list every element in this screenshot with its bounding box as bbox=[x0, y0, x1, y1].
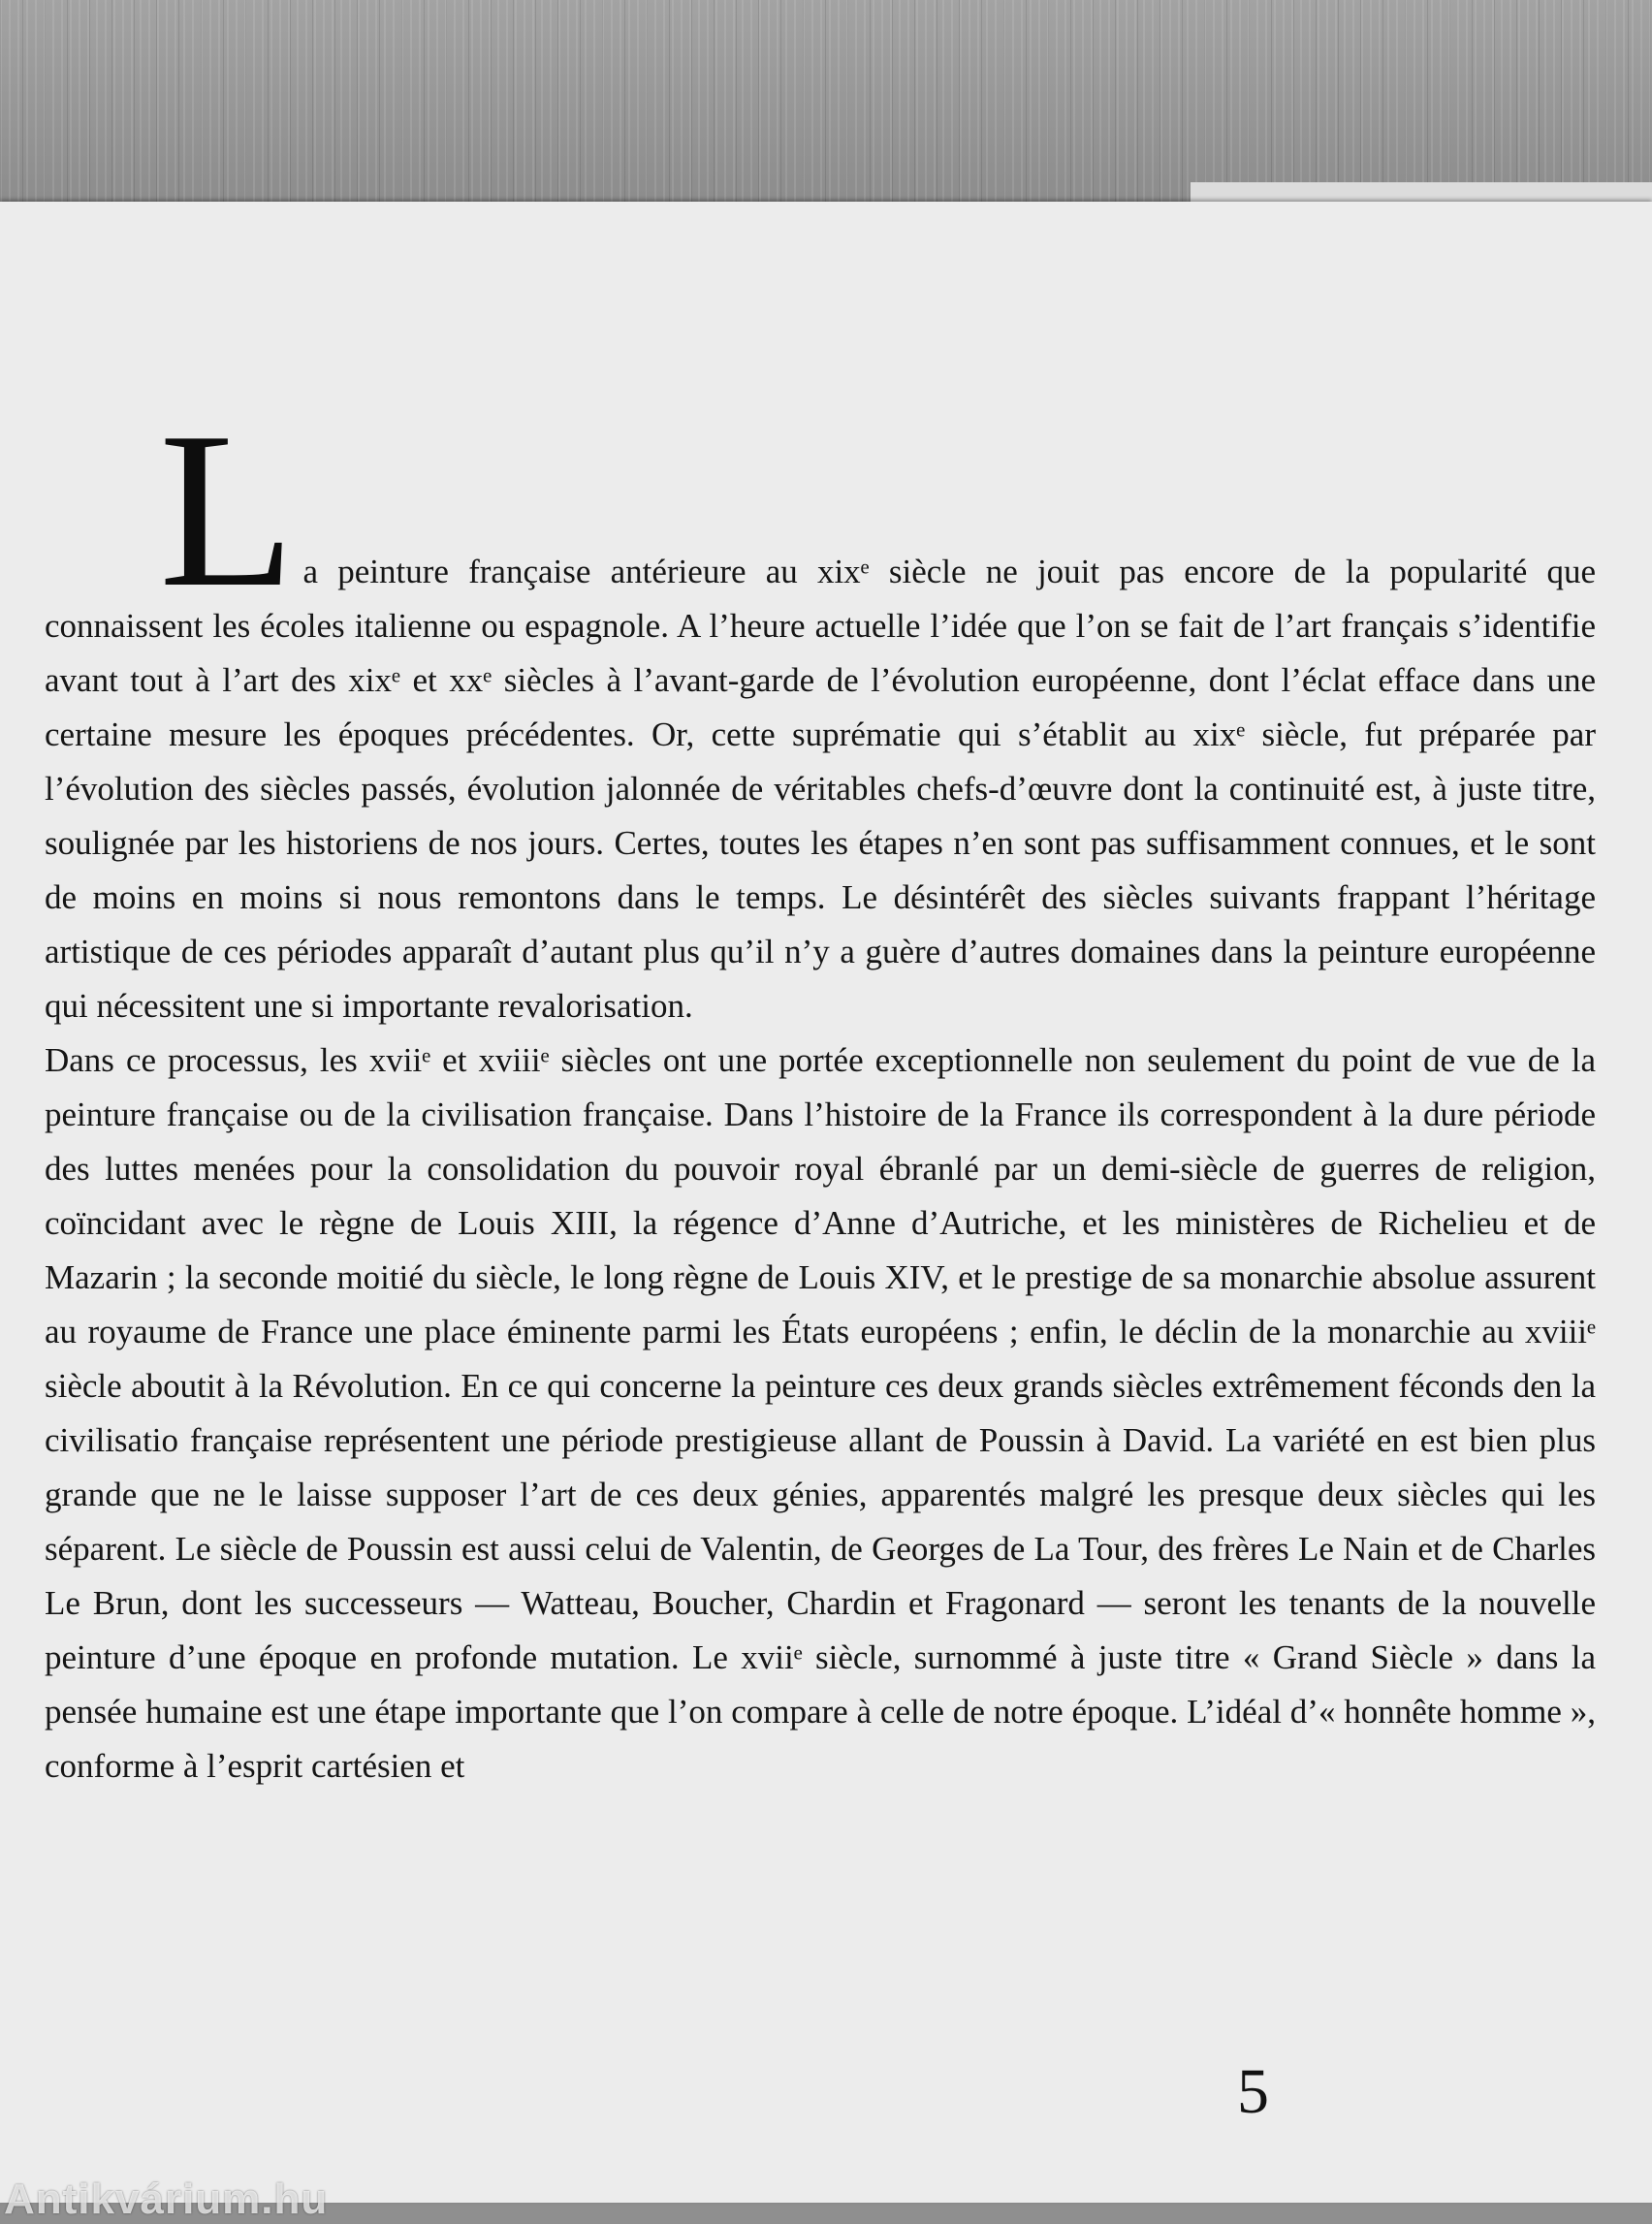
paragraph-1-text: a peinture française antérieure au xixᵉ siècle ne jouit pas encore de la popularité que connaissent les écoles italienne ou espagnole. A l’heure actuelle l’idée que l’on se fait de l’art français s’identifie avant tout à l’art des xixᵉ et xxᵉ siècles à l’avant-garde de l’évolution européenne, dont l’éclat efface dans une certaine mesure les époques précédentes. Or, cette suprématie qui s’établit au xixᵉ siècle, fut préparée par l’évolution des siècles passés, évolution jalonnée de véritables chefs-d’œuvre dont la continuité est, à juste titre, soulignée par les historiens de nos jours. Certes, toutes les étapes n’en sont pas suffisamment connues, et le sont de moins en moins si nous remontons dans le temps. Le désintérêt des siècles suivants frappant l’héritage artistique de ces périodes apparaît d’autant plus qu’il n’y a guère d’autres domaines dans la peinture européenne qui nécessitent une si importante revalorisation. bbox=[45, 553, 1596, 1025]
watermark-text: Antikvárium.hu bbox=[4, 2176, 329, 2223]
body-text bbox=[45, 386, 1596, 1794]
page-number: 5 bbox=[1237, 2056, 1269, 2127]
drop-cap: L bbox=[159, 386, 296, 633]
background-surface bbox=[0, 0, 1652, 204]
paragraph-1 bbox=[45, 386, 1596, 1033]
paragraph-2: Dans ce processus, les xviiᵉ et xviiiᵉ siècles ont une portée exceptionnelle non seulement du point de vue de la peinture française ou de la civilisation française. Dans l’histoire de la France ils correspondent à la dure période des luttes menées pour la consolidation du pouvoir royal ébranlé par un demi-siècle de guerres de religion, coïncidant avec le règne de Louis XIII, la régence d’Anne d’Autriche, et les ministères de Richelieu et de Mazarin ; la seconde moitié du siècle, le long règne de Louis XIV, et le prestige de sa monarchie absolue assurent au royaume de France une place éminente parmi les États européens ; enfin, le déclin de la monarchie au xviiiᵉ siècle aboutit à la Révolution. En ce qui concerne la peinture ces deux grands siècles extrêmement féconds den la civilisatio française représentent une période prestigieuse allant de Poussin à David. La variété en est bien plus grande que ne le laisse supposer l’art de ces deux génies, apparentés malgré les presque deux siècles qui les séparent. Le siècle de Poussin est aussi celui de Valentin, de Georges de La Tour, des frères Le Nain et de Charles Le Brun, dont les successeurs — Watteau, Boucher, Chardin et Fragonard — seront les tenants de la nouvelle peinture d’une époque en profonde mutation. Le xviiᵉ siècle, surnommé à juste titre « Grand Siècle » dans la pensée humaine est une étape importante que l’on compare à celle de notre époque. L’idéal d’« honnête homme », conforme à l’esprit cartésien et bbox=[45, 1041, 1596, 1785]
